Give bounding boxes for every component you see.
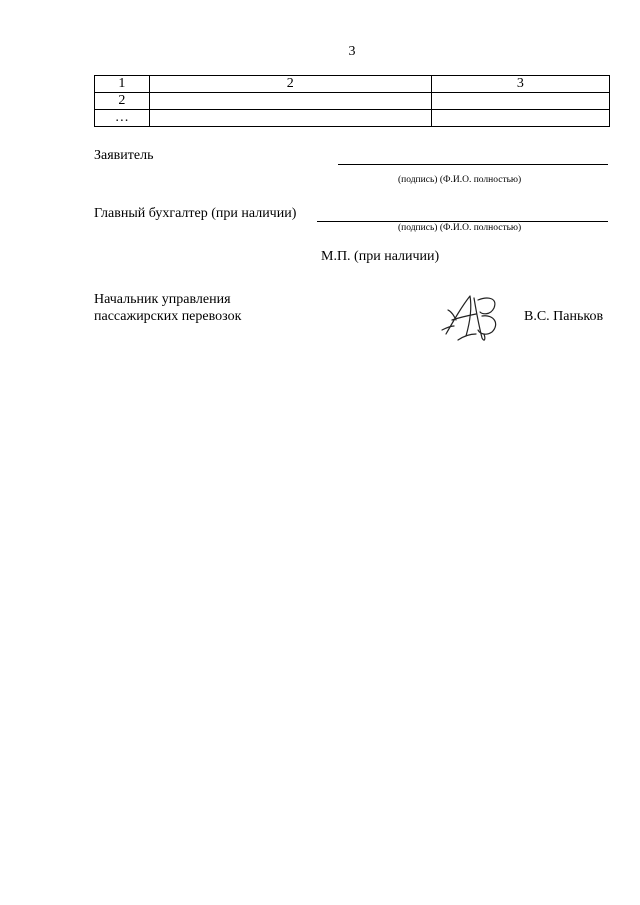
table-cell: 2 <box>95 93 150 110</box>
table-row <box>95 76 610 93</box>
head-title-line1: Начальник управления <box>94 292 231 307</box>
applicant-signature-line <box>338 164 608 165</box>
data-table <box>94 75 610 127</box>
applicant-hint: (подпись) (Ф.И.О. полностью) <box>398 175 522 185</box>
head-title-line2: пассажирских перевозок <box>94 309 242 324</box>
table-row <box>95 93 610 110</box>
handwritten-signature <box>440 290 510 346</box>
table-row <box>95 110 610 127</box>
table-cell <box>431 93 609 110</box>
table-cell: 2 <box>149 76 431 93</box>
accountant-label: Главный бухгалтер (при наличии) <box>94 206 297 221</box>
table-cell <box>431 110 609 127</box>
accountant-signature-line <box>317 221 608 222</box>
stamp-placeholder: М.П. (при наличии) <box>321 249 440 264</box>
table-cell <box>149 110 431 127</box>
page-number: 3 <box>348 44 356 59</box>
applicant-label: Заявитель <box>94 148 154 163</box>
table-cell: 1 <box>95 76 150 93</box>
accountant-hint: (подпись) (Ф.И.О. полностью) <box>398 223 522 233</box>
head-name: В.С. Паньков <box>524 309 604 324</box>
table-cell: 3 <box>431 76 609 93</box>
table-cell <box>149 93 431 110</box>
table-cell: … <box>95 110 150 127</box>
